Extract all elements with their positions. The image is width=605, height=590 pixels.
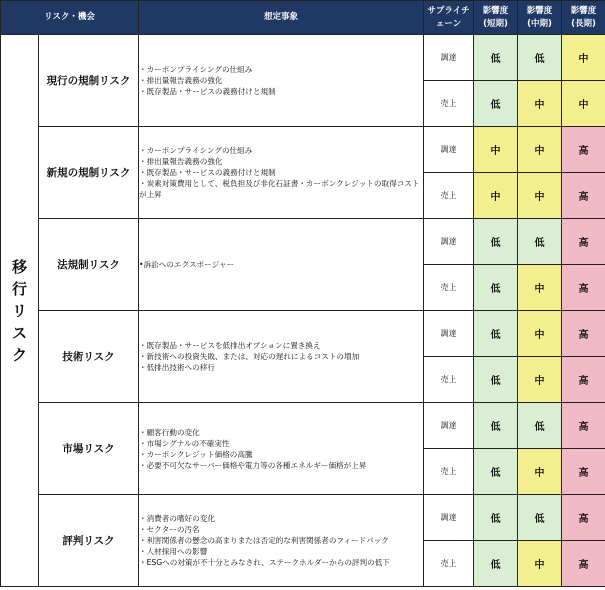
- event-item: ・低排出技術への移行: [139, 363, 215, 372]
- event-item: ・顧客行動の変化: [139, 427, 200, 437]
- header-impact-long: [562, 1, 605, 35]
- events-reputation: [139, 495, 424, 587]
- event-item: ・炭素対策費用として、税負担及び非化石証書・カーボンクレジットの取得コストが上昇: [139, 179, 420, 199]
- category-char: ス: [11, 323, 27, 342]
- impact-long-cell: 高: [562, 495, 605, 541]
- impact-short-cell: 低: [474, 541, 518, 587]
- events-current-regulation: [139, 35, 424, 127]
- event-item: ・既存製品・サービスの義務付けと規制: [139, 168, 276, 177]
- impact-mid-cell: 中: [518, 541, 562, 587]
- event-item: ・人材採用への影響: [139, 547, 208, 556]
- supply-chain-cell: 調達: [424, 403, 474, 449]
- supply-chain-cell: 調達: [424, 219, 474, 265]
- supply-chain-cell: 売上: [424, 541, 474, 587]
- table-row: [1, 219, 605, 265]
- impact-long-cell: 高: [562, 219, 605, 265]
- risk-name-market: 市場リスク: [39, 403, 139, 495]
- event-item: ・利害関係者の懸念の高まりまたは否定的な利害関係者のフィードバック: [139, 536, 389, 545]
- impact-mid-cell: 低: [518, 403, 562, 449]
- event-item: ・必要不可欠なサーバー価格や電力等の各種エネルギー価格が上昇: [139, 460, 367, 470]
- impact-long-cell: 高: [562, 173, 605, 219]
- header-impact-mid-line2: (中期): [527, 18, 552, 29]
- impact-long-cell: 高: [562, 449, 605, 495]
- impact-short-cell: 低: [474, 403, 518, 449]
- header-impact-long-line1: 影響度: [570, 5, 597, 16]
- impact-short-cell: 低: [474, 311, 518, 357]
- impact-short-cell: 中: [474, 127, 518, 173]
- table-row: [1, 127, 605, 173]
- header-impact-long-line2: (長期): [571, 18, 596, 29]
- header-impact-short-line2: (短期): [483, 18, 508, 29]
- event-item: ・新技術への投資失敗、または、対応の遅れによるコストの増加: [139, 352, 360, 361]
- header-assumed-events: 想定事象: [139, 1, 424, 35]
- table-row: [1, 311, 605, 357]
- table-row: [1, 35, 605, 81]
- impact-mid-cell: 中: [518, 127, 562, 173]
- category-transition-risk: [1, 35, 39, 587]
- impact-short-cell: 低: [474, 35, 518, 81]
- supply-chain-cell: 売上: [424, 357, 474, 403]
- impact-long-cell: 高: [562, 311, 605, 357]
- supply-chain-cell: 売上: [424, 81, 474, 127]
- event-item: ・カーボンプライシングの仕組み: [139, 146, 253, 155]
- event-item: ・市場シグナルの不確実性: [139, 438, 230, 448]
- event-item: ・排出量報告義務の強化: [139, 157, 223, 166]
- impact-short-cell: 低: [474, 357, 518, 403]
- impact-mid-cell: 中: [518, 311, 562, 357]
- header-row: [1, 1, 605, 35]
- header-risk-opportunity: リスク・機会: [1, 1, 139, 35]
- header-impact-mid-line1: 影響度: [526, 5, 553, 16]
- impact-long-cell: 高: [562, 265, 605, 311]
- impact-mid-cell: 低: [518, 219, 562, 265]
- header-impact-short: [474, 1, 518, 35]
- category-char: リ: [11, 301, 27, 320]
- impact-long-cell: 高: [562, 541, 605, 587]
- impact-short-cell: 低: [474, 495, 518, 541]
- event-item: ・既存製品・サービスを低排出オプションに置き換え: [139, 341, 321, 350]
- risk-name-current-regulation: 現行の規制リスク: [39, 35, 139, 127]
- category-char: 行: [11, 279, 27, 298]
- header-supply-chain-line1: サプライチ: [427, 5, 470, 16]
- impact-long-cell: 高: [562, 127, 605, 173]
- risk-name-new-regulation: 新規の規制リスク: [39, 127, 139, 219]
- supply-chain-cell: 調達: [424, 127, 474, 173]
- supply-chain-cell: 売上: [424, 449, 474, 495]
- impact-short-cell: 低: [474, 219, 518, 265]
- supply-chain-cell: 売上: [424, 173, 474, 219]
- impact-mid-cell: 中: [518, 449, 562, 495]
- event-item: ・排出量報告義務の強化: [139, 76, 223, 85]
- risk-name-reputation: 評判リスク: [39, 495, 139, 587]
- supply-chain-cell: 調達: [424, 35, 474, 81]
- impact-long-cell: 中: [562, 35, 605, 81]
- supply-chain-cell: 売上: [424, 265, 474, 311]
- events-market: [139, 403, 424, 495]
- header-impact-mid: [518, 1, 562, 35]
- event-item: ・ESGへの対策が不十分とみなされ、ステークホルダーからの評判の低下: [139, 558, 390, 567]
- table-row: [1, 403, 605, 449]
- impact-short-cell: 低: [474, 265, 518, 311]
- header-supply-chain: [424, 1, 474, 35]
- impact-mid-cell: 中: [518, 357, 562, 403]
- header-supply-chain-line2: ェーン: [435, 18, 462, 29]
- impact-mid-cell: 中: [518, 81, 562, 127]
- impact-mid-cell: 中: [518, 173, 562, 219]
- event-item: ・カーボンプライシングの仕組み: [139, 65, 253, 74]
- category-char: ク: [11, 345, 27, 364]
- event-item: ・既存製品・サービスの義務付けと規制: [139, 87, 276, 96]
- events-legal: [139, 219, 424, 311]
- impact-long-cell: 高: [562, 357, 605, 403]
- risk-name-technology: 技術リスク: [39, 311, 139, 403]
- category-char: 移: [11, 257, 27, 276]
- impact-short-cell: 低: [474, 449, 518, 495]
- impact-mid-cell: 中: [518, 265, 562, 311]
- impact-long-cell: 高: [562, 403, 605, 449]
- event-item: ・セクターの汚名: [139, 525, 200, 534]
- impact-short-cell: 中: [474, 173, 518, 219]
- risk-name-legal: 法規制リスク: [39, 219, 139, 311]
- impact-mid-cell: 低: [518, 35, 562, 81]
- supply-chain-cell: 調達: [424, 495, 474, 541]
- event-item: ・カーボンクレジット価格の高騰: [139, 449, 253, 459]
- events-new-regulation: [139, 127, 424, 219]
- header-impact-short-line1: 影響度: [482, 5, 509, 16]
- impact-long-cell: 中: [562, 81, 605, 127]
- events-technology: [139, 311, 424, 403]
- event-item: ・消費者の嗜好の変化: [139, 514, 215, 523]
- supply-chain-cell: 調達: [424, 311, 474, 357]
- table-row: [1, 495, 605, 541]
- event-item: •訴訟へのエクスポージャー: [139, 260, 235, 269]
- impact-short-cell: 低: [474, 81, 518, 127]
- impact-mid-cell: 低: [518, 495, 562, 541]
